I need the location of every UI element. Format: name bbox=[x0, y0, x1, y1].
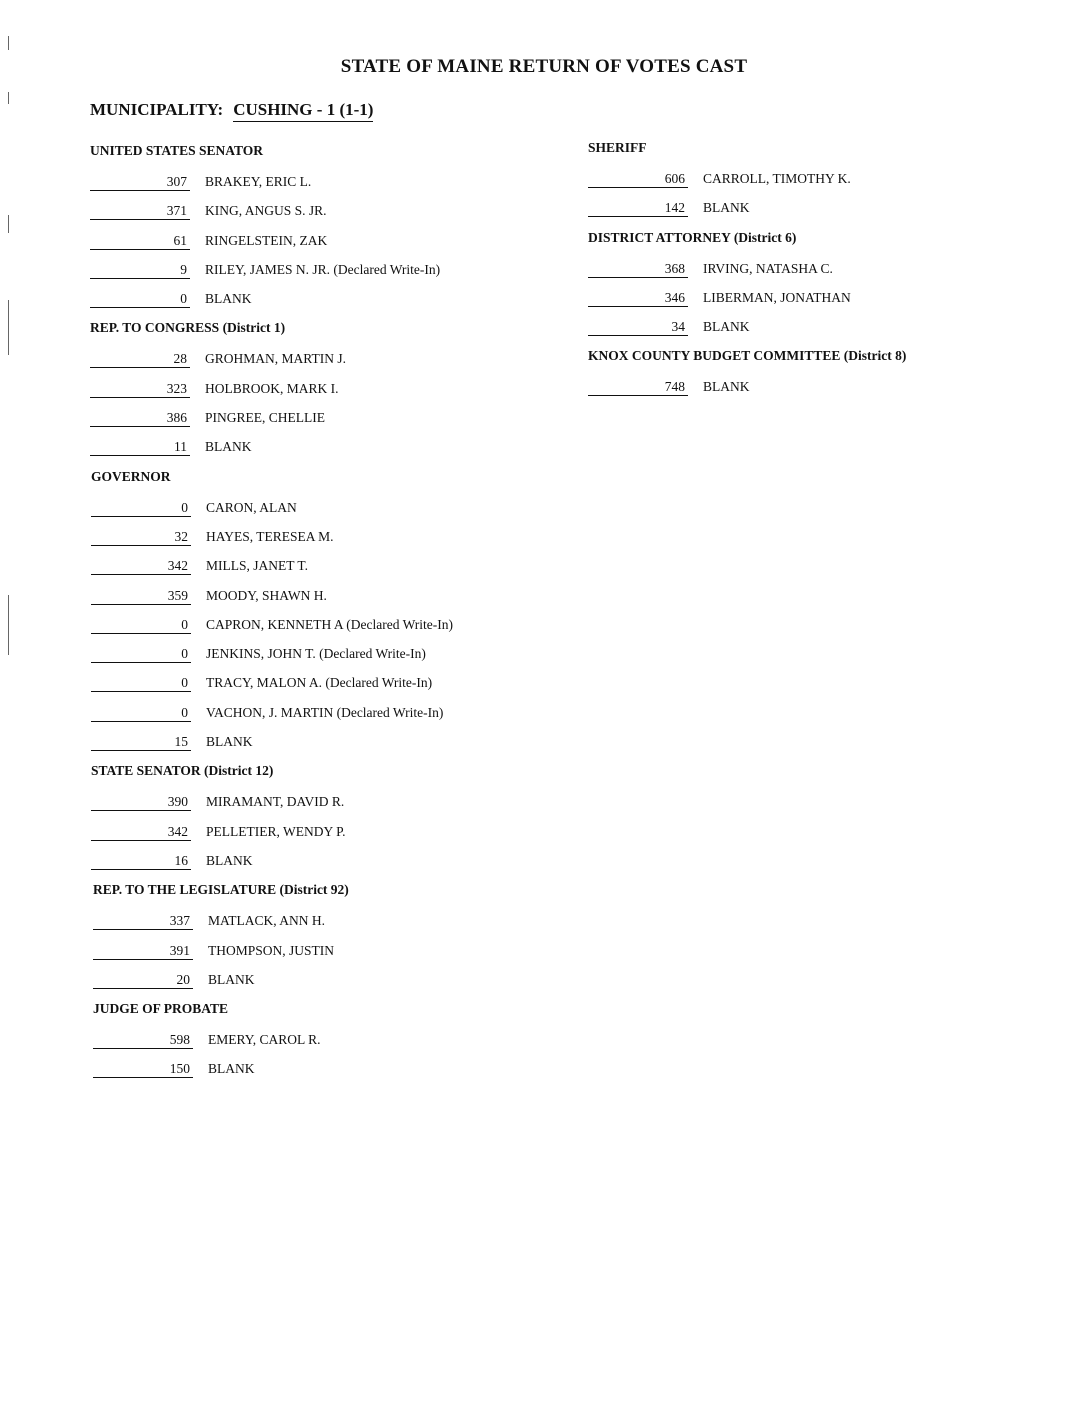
candidate-row bbox=[588, 378, 1068, 407]
candidate-row bbox=[93, 1031, 570, 1060]
race-title-text: GOVERNOR bbox=[91, 468, 171, 484]
scan-mark bbox=[8, 36, 9, 50]
race-section bbox=[588, 139, 1068, 229]
vote-count: 359 bbox=[91, 587, 191, 605]
vote-count: 32 bbox=[91, 528, 191, 546]
vote-count: 0 bbox=[90, 290, 190, 308]
race-title-text: REP. TO THE LEGISLATURE bbox=[93, 882, 277, 898]
candidate-row bbox=[588, 289, 1068, 318]
vote-count: 337 bbox=[93, 912, 193, 930]
vote-count: 748 bbox=[588, 378, 688, 396]
candidate-row bbox=[91, 499, 570, 528]
candidate-row bbox=[90, 173, 570, 202]
candidate-name: JENKINS, JOHN T. (Declared Write-In) bbox=[206, 646, 426, 662]
candidate-name: PINGREE, CHELLIE bbox=[205, 410, 325, 426]
race-district: (District 12) bbox=[204, 763, 274, 779]
page-title: STATE OF MAINE RETURN OF VOTES CAST bbox=[340, 56, 748, 77]
race-section bbox=[90, 319, 570, 467]
vote-count: 0 bbox=[91, 499, 191, 517]
vote-count: 371 bbox=[90, 202, 190, 220]
race-section bbox=[90, 142, 570, 319]
vote-count: 0 bbox=[91, 645, 191, 663]
candidate-name: BLANK bbox=[205, 439, 252, 455]
candidate-name: KING, ANGUS S. JR. bbox=[205, 203, 327, 219]
vote-count: 9 bbox=[90, 261, 190, 279]
vote-count: 307 bbox=[90, 173, 190, 191]
race-district: (District 92) bbox=[279, 882, 349, 898]
vote-count: 61 bbox=[90, 232, 190, 250]
race-title bbox=[588, 229, 1068, 260]
candidate-name: THOMPSON, JUSTIN bbox=[208, 942, 335, 958]
vote-count: 368 bbox=[588, 260, 688, 278]
candidate-row bbox=[91, 704, 570, 733]
race-title bbox=[93, 881, 570, 912]
scan-mark bbox=[8, 215, 9, 233]
candidate-row bbox=[91, 823, 570, 852]
race-title-text: JUDGE OF PROBATE bbox=[93, 1001, 229, 1017]
candidate-row bbox=[90, 290, 570, 319]
candidate-name: BLANK bbox=[703, 319, 750, 335]
vote-count: 0 bbox=[91, 674, 191, 692]
scan-mark bbox=[8, 595, 9, 655]
race-title-text: STATE SENATOR bbox=[91, 763, 201, 779]
vote-count: 142 bbox=[588, 199, 688, 217]
candidate-name: PELLETIER, WENDY P. bbox=[206, 823, 346, 839]
candidate-name: CARROLL, TIMOTHY K. bbox=[703, 171, 851, 186]
race-section bbox=[93, 1000, 570, 1090]
scan-mark bbox=[8, 92, 9, 104]
race-title bbox=[90, 142, 570, 173]
candidate-name: BLANK bbox=[208, 1061, 255, 1077]
candidate-name: IRVING, NATASHA C. bbox=[703, 260, 833, 276]
candidate-row bbox=[90, 232, 570, 261]
candidate-row bbox=[91, 528, 570, 557]
race-section bbox=[91, 762, 570, 881]
race-title bbox=[90, 319, 570, 350]
vote-count: 0 bbox=[91, 616, 191, 634]
candidate-name: HOLBROOK, MARK I. bbox=[205, 380, 339, 396]
candidate-name: CAPRON, KENNETH A (Declared Write-In) bbox=[206, 616, 454, 632]
race-title bbox=[588, 347, 1068, 378]
race-district: (District 8) bbox=[843, 348, 907, 364]
candidate-name: BLANK bbox=[206, 852, 253, 868]
candidate-name: CARON, ALAN bbox=[206, 499, 297, 515]
candidate-row bbox=[91, 852, 570, 881]
candidate-row bbox=[91, 793, 570, 822]
scan-mark bbox=[8, 300, 9, 355]
vote-count: 15 bbox=[91, 733, 191, 751]
race-title-text: DISTRICT ATTORNEY bbox=[588, 229, 731, 245]
vote-count: 34 bbox=[588, 318, 688, 336]
vote-count: 323 bbox=[90, 380, 190, 398]
race-title bbox=[91, 762, 570, 793]
race-section bbox=[91, 468, 570, 763]
race-title-text: KNOX COUNTY BUDGET COMMITTEE bbox=[588, 348, 841, 364]
candidate-name: HAYES, TERESEA M. bbox=[206, 528, 334, 544]
vote-count: 606 bbox=[588, 170, 688, 188]
candidate-name: BLANK bbox=[205, 291, 252, 307]
vote-count: 598 bbox=[93, 1031, 193, 1049]
candidate-name: VACHON, J. MARTIN (Declared Write-In) bbox=[206, 704, 444, 720]
candidate-row bbox=[90, 202, 570, 231]
candidate-name: LIBERMAN, JONATHAN bbox=[703, 289, 851, 305]
candidate-row bbox=[90, 350, 570, 379]
candidate-name: BRAKEY, ERIC L. bbox=[205, 174, 312, 189]
candidate-row bbox=[91, 645, 570, 674]
candidate-row bbox=[93, 971, 570, 1000]
vote-count: 346 bbox=[588, 289, 688, 307]
vote-count: 11 bbox=[90, 438, 190, 456]
candidate-row bbox=[93, 912, 570, 941]
candidate-name: RINGELSTEIN, ZAK bbox=[205, 232, 328, 248]
candidate-name: BLANK bbox=[703, 379, 750, 395]
race-district: (District 6) bbox=[733, 229, 797, 245]
candidate-row bbox=[91, 733, 570, 762]
candidate-name: MILLS, JANET T. bbox=[206, 558, 309, 574]
municipality-value: CUSHING - 1 (1-1) bbox=[233, 100, 373, 122]
race-title bbox=[588, 139, 1068, 170]
candidate-name: MIRAMANT, DAVID R. bbox=[206, 794, 345, 810]
race-title bbox=[93, 1000, 570, 1031]
candidate-row bbox=[91, 616, 570, 645]
vote-count: 342 bbox=[91, 823, 191, 841]
race-district: (District 1) bbox=[222, 320, 286, 336]
candidate-name: BLANK bbox=[703, 200, 750, 216]
race-title-text: SHERIFF bbox=[588, 140, 647, 155]
race-section bbox=[588, 347, 1068, 407]
vote-count: 28 bbox=[90, 350, 190, 368]
candidate-row bbox=[90, 261, 570, 290]
candidate-row bbox=[93, 1060, 570, 1089]
candidate-name: GROHMAN, MARTIN J. bbox=[205, 351, 346, 367]
right-column bbox=[588, 139, 1068, 408]
race-section bbox=[93, 881, 570, 1000]
candidate-name: EMERY, CAROL R. bbox=[208, 1032, 321, 1048]
candidate-row bbox=[588, 318, 1068, 347]
municipality-label: MUNICIPALITY: bbox=[90, 100, 224, 119]
vote-count: 390 bbox=[91, 793, 191, 811]
vote-count: 342 bbox=[91, 557, 191, 575]
candidate-row bbox=[588, 170, 1068, 199]
candidate-row bbox=[588, 260, 1068, 289]
vote-count: 150 bbox=[93, 1060, 193, 1078]
vote-count: 16 bbox=[91, 852, 191, 870]
candidate-row bbox=[90, 380, 570, 409]
candidate-row bbox=[91, 674, 570, 703]
candidate-name: MOODY, SHAWN H. bbox=[206, 587, 327, 603]
race-section bbox=[588, 229, 1068, 348]
vote-count: 391 bbox=[93, 942, 193, 960]
candidate-row bbox=[588, 199, 1068, 228]
candidate-row bbox=[90, 438, 570, 467]
vote-count: 0 bbox=[91, 704, 191, 722]
race-title-text: REP. TO CONGRESS bbox=[90, 320, 220, 336]
candidate-name: RILEY, JAMES N. JR. (Declared Write-In) bbox=[205, 261, 441, 277]
municipality-line bbox=[90, 100, 373, 120]
candidate-name: MATLACK, ANN H. bbox=[208, 913, 326, 929]
vote-count: 386 bbox=[90, 409, 190, 427]
left-column bbox=[90, 142, 570, 1090]
candidate-row bbox=[93, 942, 570, 971]
candidate-row bbox=[90, 409, 570, 438]
candidate-name: BLANK bbox=[208, 971, 255, 987]
race-title-text: UNITED STATES SENATOR bbox=[90, 143, 264, 158]
candidate-row bbox=[91, 587, 570, 616]
candidate-row bbox=[91, 557, 570, 586]
candidate-name: BLANK bbox=[206, 734, 253, 750]
vote-count: 20 bbox=[93, 971, 193, 989]
race-title bbox=[91, 468, 570, 499]
candidate-name: TRACY, MALON A. (Declared Write-In) bbox=[206, 675, 433, 691]
